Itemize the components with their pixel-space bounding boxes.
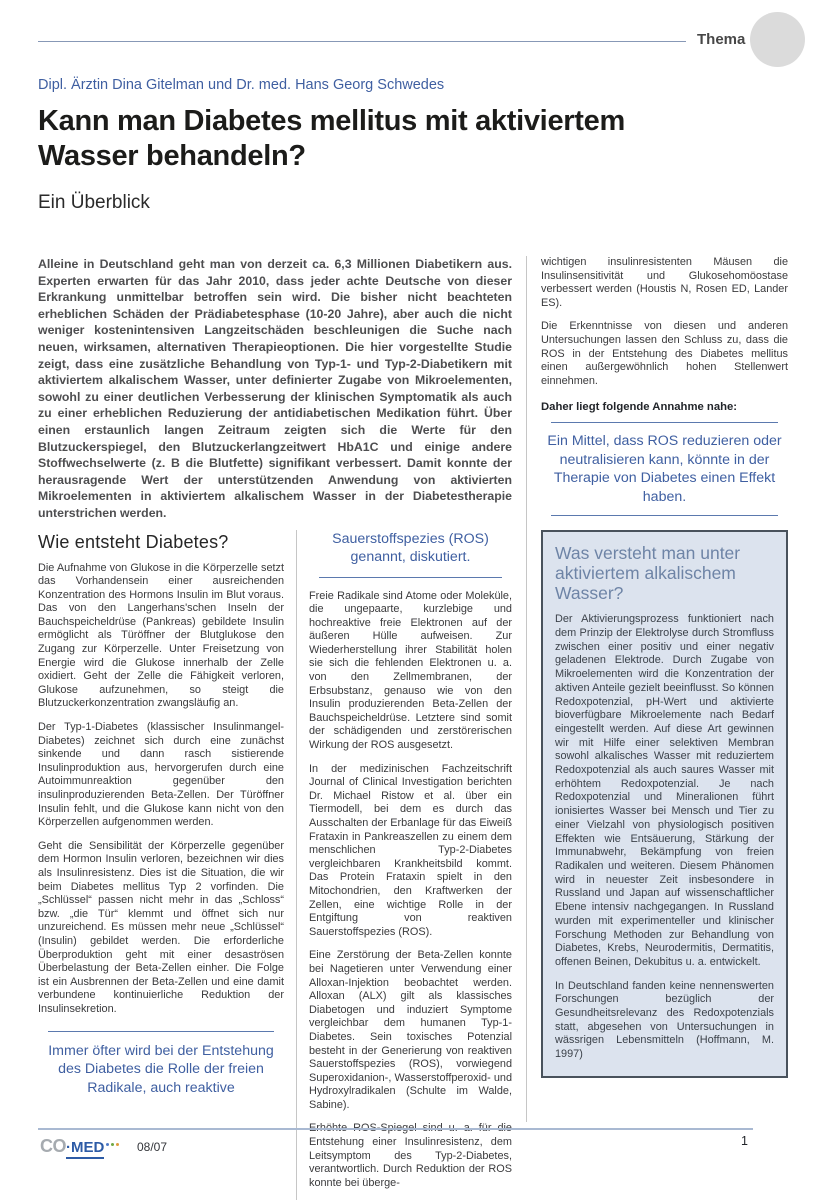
paragraph: Entstehung einer Insulinresistenz, dem Leitsymptom des Typ-2-Diabetes, verantwortlich. Durch Reduktion der ROS konnte bei überge- [309, 1122, 512, 1190]
column-3 [526, 256, 788, 1122]
logo-med-text: ·MED [66, 1139, 104, 1159]
section-tag: Thema [697, 31, 745, 48]
pull-quote-end [313, 530, 508, 578]
logo-dot [111, 1143, 114, 1146]
header-rule [38, 41, 686, 42]
page-number: 1 [741, 1134, 748, 1148]
logo-co-text: CO [40, 1136, 66, 1156]
quote-rule [551, 515, 778, 516]
logo-dot [106, 1143, 109, 1146]
article-subtitle: Ein Überblick [38, 192, 150, 214]
paragraph: Der Typ-1-Diabetes (klassischer Insulinmangel-Diabetes) zeichnet sich durch eine zunächst sinkende und dann rasch sistierende Insulinproduktion aus, hervorgerufen durch eine Autoimmunreaktion gegenüber den insulinproduzierenden Beta-Zellen. Der Türöffner Insulin fehlt, und die Glukose kann nicht von den Körperzellen aufgenommen werden. [38, 721, 284, 830]
corner-circle-decoration [750, 12, 805, 67]
logo-dot [116, 1143, 119, 1146]
article-title: Kann man Diabetes mellitus mit aktiviertem Wasser behandeln? [38, 104, 728, 174]
abstract-paragraph: Alleine in Deutschland geht man von derzeit ca. 6,3 Millionen Diabetikern aus. Experten erwarten für das Jahr 2010, dass jeder achte Deutsche von dieser Erkrankung unmittelbar betroffen sein wird. Die bisher nicht beachteten erheblichen Schäden der Prädiabetesphase (10-20 Jahre), aber auch die nicht weniger kostenintensiven Langzeitschäden beschleunigen die Suche nach neuen, wirksamen, alternativen Therapieoptionen. Die hier vorgestellte Studie zeigt, dass eine zusätzliche Behandlung von Typ-1- und Typ-2-Diabetikern mit aktiviertem alkalischem Wasser, unter definierter Zugabe von Mikroelementen, sowohl zu einer deutlichen Verbesserung der klinischen Symptomatik als auch zu einer erheblichen Reduzierung der antidiabetischen Medikation führt. Über einen erstaunlich langen Zeitraum zeigten sich die Werte für den Blutzuckerspiegel, den Blutzuckerlangzeitwert HbA1C und einige andere Stoffwechselwerte (z. B die Blutfette) signifikant verbessert. Damit konnte der herausragende Wert der unterstützenden Anwendung von aktivierten Mikroelementen in aktiviertem alkalischem Wasser in der Diabetestherapie unterstrichen werden. [38, 256, 512, 522]
quote-rule [319, 577, 502, 578]
column-1 [38, 530, 284, 1200]
info-box-heading: Was versteht man unter aktiviertem alkalischem Wasser? [555, 543, 774, 603]
paragraph: In der medizinischen Fachzeitschrift Journal of Clinical Investigation berichten Dr. Michael Ristow et al. über ein Tiermodell, bei dem es durch das Ausschalten der Erbanlage für das Eiweiß Frataxin in Pankreaszellen zu einem dem menschlichen Typ-2-Diabetes vergleichbaren Krankheitsbild kommt. Das Protein Frataxin spielt in den Mitochondrien, den Kraftwerken der Zellen, eine wichtige Rolle in der Entgiftung von reaktiven Sauerstoffspezies (ROS). [309, 763, 512, 940]
left-region [38, 256, 512, 1122]
pull-quote-text: Sauerstoffspezies (ROS) genannt, diskutiert. [313, 530, 508, 567]
info-box-paragraph: Der Aktivierungsprozess funktioniert nach dem Prinzip der Elektrolyse durch Stromfluss zwischen einer positiv und einer negativ geladenen Elektrode. Durch Zugabe von Mikroelementen wird die Konzentration der aktiven Anteile gezielt beeinflusst. So können Redoxpotenzial, pH-Wert und aktivierte bioverfügbare Mikroelemente nach Bedarf eingestellt werden. Auf diese Art gewinnen wir mit Hilfe einer selektiven Membran sowohl alkalisches Wasser mit reduziertem Redoxpotenzial als auch saures Wasser mit erhöhtem Redoxpotenzial. Je nach Redoxpotenzial und Mineralionen führt ionisiertes Wasser bei Mensch und Tier zu einer Vielzahl von physiologisch positiven Effekten wie Entsäuerung, Stärkung der Immunabwehr, Bekämpfung von freien Radikalen und weiteren. Diesem Phänomen wird in neuester Zeit insbesondere in Russland und Japan auf wissenschaftlicher Ebene intensiv nachgegangen. In Russland wurden mit experimenteller und klinischer Forschung Methoden zur Behandlung von Diabetes, Krebs, Neurodermitis, Dermatitis, offenen Beinen, Dekubitus u. a. entwickelt. [555, 613, 774, 969]
pull-quote [545, 422, 784, 516]
paragraph: wichtigen insulinresistenten Mäusen die Insulinsensitivität und Glukosehomöostase verbessert werden (Houstis N, Rosen ED, Lander ES). [541, 256, 788, 310]
quote-rule [48, 1031, 274, 1032]
paragraph: Die Aufnahme von Glukose in die Körperzelle setzt das Vorhandensein einer ausreichenden Konzentration des Hormons Insulin im Blut voraus. Das von den Langerhans'schen Inseln der Bauchspeicheldrüse (Pankreas) gebildete Insulin ermöglicht als Türöffner der Blutglukose den Zugang zur Körperzelle. Unter Freisetzung von Energie wird die Glukose innerhalb der Zelle oxidiert. Geht der Zelle die Fähigkeit verloren, Glukose aufzunehmen, so steigt die Blutzuckerkonzentration zwangsläufig an. [38, 562, 284, 712]
paragraph: Geht die Sensibilität der Körperzelle gegenüber dem Hormon Insulin verloren, bezeichnen wir dies als Insulinresistenz. Dies ist die Situation, die wir beim Diabetes mellitus Typ 2 vorfinden. Die „Schlüssel“ passen nicht mehr in das „Schloss“ bzw. „die Tür“ klemmt und öffnet sich nur unzureichend. Es müssen mehr neue „Schlüssel“ (Insulin) gebildet werden. Die erforderliche Überproduktion geht mit einer desaströsen Überbelastung der Beta-Zellen einher. Die Folge ist ein Ausbrennen der Beta-Zellen und eine damit verbundene kontinuierliche Reduktion der Insulinsekretion. [38, 840, 284, 1017]
footer-rule [38, 1128, 753, 1130]
two-column-section [38, 530, 512, 1200]
lead-in-line: Daher liegt folgende Annahme nahe: [541, 400, 788, 414]
pull-quote-text: Ein Mittel, dass ROS reduzieren oder neutralisieren kann, könnte in der Therapie von Diabetes einen Effekt haben. [545, 432, 784, 506]
section-heading: Wie entsteht Diabetes? [38, 532, 284, 553]
paragraph: Eine Zerstörung der Beta-Zellen konnte bei Nagetieren unter Verwendung einer Alloxan-Injektion beobachtet werden. Alloxan (ALX) gilt als klassisches Diabetogen und induziert Symptome vergleichbar dem humanen Typ-1-Diabetes. Sein toxisches Potenzial besteht in der Generierung von reaktiven Sauerstoffspezies (ROS), vorwiegend Superoxidanion-, Wasserstoffperoxid- und Hydroxylradikalen (Schulte im Walde, Sabine). [309, 949, 512, 1112]
info-box-paragraph: In Deutschland fanden keine nennenswerten Forschungen bezüglich der Gesundheitsrelevanz des Redoxpotenzials statt, abgesehen von Untersuchungen in wässrigen Lebensmitteln (Hoffmann, M. 1997) [555, 980, 774, 1062]
comed-logo [40, 1136, 119, 1157]
pull-quote-start [42, 1031, 280, 1098]
quote-rule [551, 422, 778, 423]
paragraph: Die Erkenntnisse von diesen und anderen Untersuchungen lassen den Schluss zu, dass die ROS in der Entstehung des Diabetes mellitus einen außergewöhnlich hohen Stellenwert einnehmen. [541, 320, 788, 388]
info-box [541, 530, 788, 1078]
byline: Dipl. Ärztin Dina Gitelman und Dr. med. Hans Georg Schwedes [38, 77, 444, 93]
article-body [38, 256, 788, 1122]
issue-label: 08/07 [137, 1140, 167, 1154]
paragraph: Freie Radikale sind Atome oder Moleküle, die ungepaarte, kurzlebige und hochreaktive freie Elektronen auf der äußeren Hülle aufweisen. Zur Wiederherstellung ihrer Stabilität holen sie sich die fehlenden Elektronen u. a. von den Zellmembranen, der Erbsubstanz, genauso wie von den Insulin produzierenden Beta-Zellen der Bauchspeicheldrüse. Letztere sind somit der schädigenden und zerstörerischen Wirkung der ROS ausgesetzt. [309, 590, 512, 753]
pull-quote-text: Immer öfter wird bei der Entstehung des Diabetes die Rolle der freien Radikale, auch reaktive [42, 1042, 280, 1098]
column-2 [296, 530, 512, 1200]
